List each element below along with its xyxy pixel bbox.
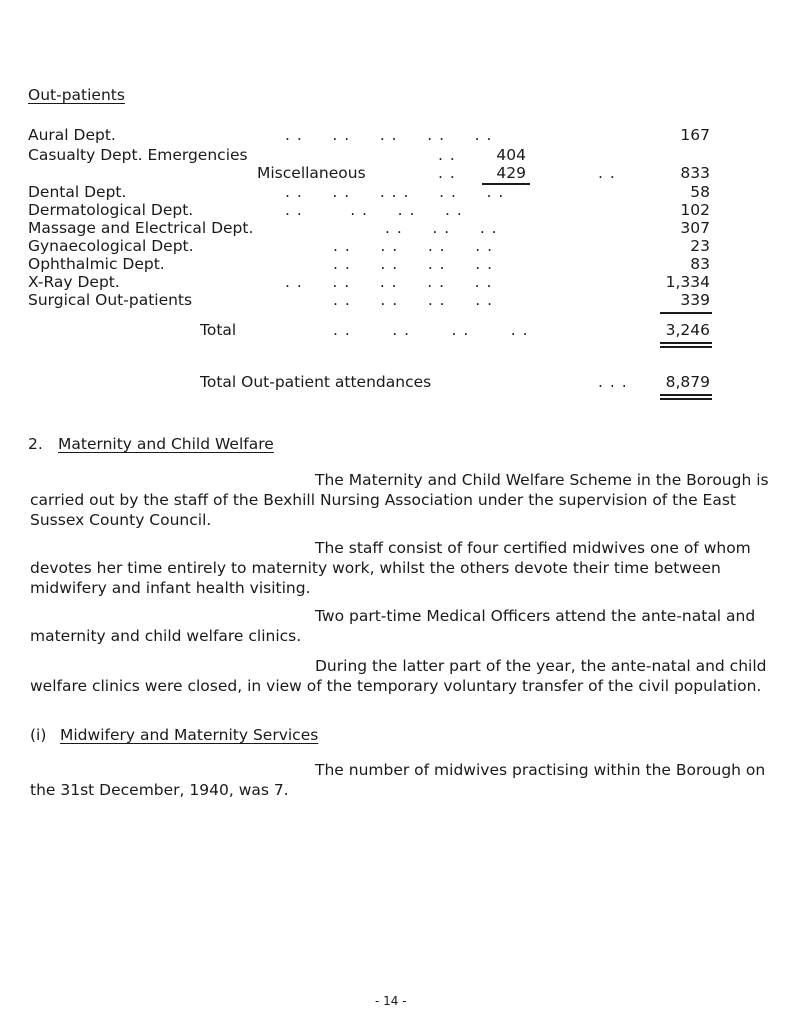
paragraph: Two part-time Medical Officers attend the ante-natal and maternity and child welfare clinics. bbox=[30, 607, 756, 645]
table-row-value: 58 bbox=[690, 183, 710, 201]
table-row-label: Surgical Out-patients bbox=[28, 291, 193, 309]
subsection-number: (i) bbox=[30, 726, 47, 744]
table-row-label: Dermatological Dept. bbox=[28, 201, 194, 219]
paragraph: The number of midwives practising within the Borough on the 31st December, 1940, was 7. bbox=[30, 761, 766, 799]
table-row-value: 167 bbox=[680, 126, 710, 144]
table-row-dots: . . . . . . . . bbox=[333, 255, 494, 273]
outpatients-heading: Out-patients bbox=[28, 86, 125, 104]
table-row-dots: . . . . . . . . bbox=[333, 237, 494, 255]
total-rule-top bbox=[660, 312, 712, 314]
table-row-label: Dental Dept. bbox=[28, 183, 127, 201]
attendances-dots: . . . bbox=[598, 373, 628, 391]
table-row-dots: . . . . . . . . . . bbox=[285, 273, 493, 291]
table-row-value: 23 bbox=[690, 237, 710, 255]
total-value: 3,246 bbox=[665, 321, 710, 339]
table-row-dots: . . . . . . . . bbox=[285, 201, 463, 219]
table-row-label: Gynaecological Dept. bbox=[28, 237, 194, 255]
attendances-label: Total Out-patient attendances bbox=[200, 373, 432, 391]
table-row-label: Aural Dept. bbox=[28, 126, 116, 144]
attendances-value: 8,879 bbox=[665, 373, 710, 391]
table-row-subvalue: 404 bbox=[496, 146, 526, 164]
paragraph: The staff consist of four certified midwives one of whom devotes her time entirely to maternity work, whilst the others devote their time between midwifery and infant health visiting. bbox=[30, 539, 751, 597]
table-row-dots: . . . . . . . . . . . bbox=[285, 183, 505, 201]
table-row-label: Massage and Electrical Dept. bbox=[28, 219, 254, 237]
table-row-value: 1,334 bbox=[665, 273, 710, 291]
total-label: Total bbox=[200, 321, 237, 339]
table-row-dots: . . bbox=[598, 164, 616, 182]
total-rule-bottom bbox=[660, 342, 712, 344]
page-number: - 14 - bbox=[375, 994, 407, 1008]
table-row-subvalue: 429 bbox=[496, 164, 526, 182]
total-dots: . . . . . . . . bbox=[333, 321, 529, 339]
table-row-dots: . . bbox=[438, 164, 456, 182]
table-row-dots: . . bbox=[438, 146, 456, 164]
table-row-label: Ophthalmic Dept. bbox=[28, 255, 165, 273]
table-row-label: X-Ray Dept. bbox=[28, 273, 120, 291]
table-row-dots: . . . . . . . . . . bbox=[285, 126, 493, 144]
table-row-label: Miscellaneous bbox=[257, 164, 366, 182]
table-row-dots: . . . . . . . . bbox=[333, 291, 494, 309]
paragraph: During the latter part of the year, the ante-natal and child welfare clinics were closed, in view of the temporary voluntary transfer of the civil population. bbox=[30, 657, 767, 695]
table-row-dots: . . . . . . bbox=[385, 219, 498, 237]
subsection-heading: Midwifery and Maternity Services bbox=[60, 726, 319, 744]
paragraph: The Maternity and Child Welfare Scheme in the Borough is carried out by the staff of the Bexhill Nursing Association under the supervision of the East Sussex County Council. bbox=[30, 471, 769, 529]
attendances-rule bbox=[660, 394, 712, 396]
table-row-value: 307 bbox=[680, 219, 710, 237]
maternity-heading: Maternity and Child Welfare bbox=[58, 435, 274, 453]
attendances-rule-double bbox=[660, 398, 712, 400]
table-row-label: Casualty Dept. Emergencies bbox=[28, 146, 248, 164]
table-row-value: 102 bbox=[680, 201, 710, 219]
table-row-value: 833 bbox=[680, 164, 710, 182]
maternity-section-number: 2. bbox=[28, 435, 43, 453]
table-row-value: 339 bbox=[680, 291, 710, 309]
total-rule-bottom-double bbox=[660, 346, 712, 348]
table-row-value: 83 bbox=[690, 255, 710, 273]
